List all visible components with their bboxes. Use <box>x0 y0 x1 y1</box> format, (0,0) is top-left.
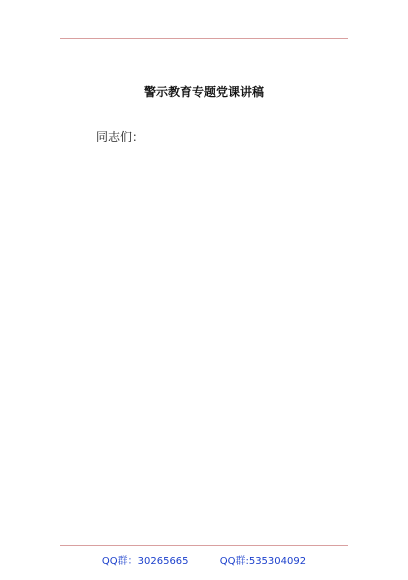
footer-qq-group-2: QQ群:535304092 <box>219 556 307 567</box>
footer-divider <box>60 545 348 546</box>
footer-qq-group-1: QQ群：30265665 <box>101 556 189 567</box>
greeting-line: 同志们： <box>96 130 145 144</box>
document-body <box>60 150 348 545</box>
footer-contacts <box>0 552 408 567</box>
document-title: 警示教育专题党课讲稿 <box>143 85 264 99</box>
header-divider <box>60 38 348 39</box>
